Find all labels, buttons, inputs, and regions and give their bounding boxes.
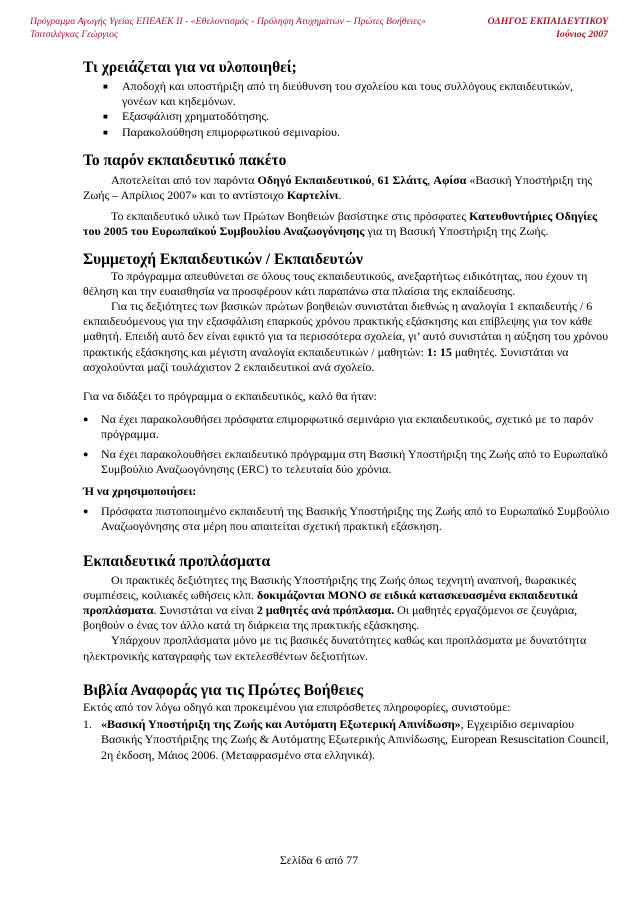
section-heading-manikins: Εκπαιδευτικά προπλάσματα xyxy=(83,552,271,570)
page-number: Σελίδα 6 από 77 xyxy=(279,853,359,867)
list-item: ■ Αποδοχή και υποστήριξη από τη διεύθυνση του σχολείου και τους συλλόγους εκπαιδευτικών, γονέων και κηδεμόνων. xyxy=(122,79,610,109)
header-guide-title: ΟΔΗΓΟΣ ΕΚΠΑΙΔΕΥΤΙΚΟΥ xyxy=(487,16,608,27)
page-content xyxy=(83,58,610,763)
teacher-requirements-intro: Για να διδάξει το πρόγραμμα ο εκπαιδευτικός, καλό θα ήταν: xyxy=(83,389,377,404)
section-heading-requirements: Τι χρειάζεται για να υλοποιηθεί; xyxy=(83,59,297,76)
section-heading-participation: Συμμετοχή Εκπαιδευτικών / Εκπαιδευτών xyxy=(83,250,363,268)
teacher-requirements-list xyxy=(83,412,610,477)
section-heading-references: Βιβλία Αναφοράς για τις Πρώτες Βοήθειες xyxy=(83,681,364,699)
package-paragraph: Αποτελείται από τον παρόντα Οδηγό Εκπαιδευτικού, 61 Σλάιτς, Αφίσα «Βασική Υποστήριξη της Ζωής – Απρίλιος 2007» και το αντίστοιχο Καρτελίνι. xyxy=(83,172,593,203)
participation-paragraph: Το πρόγραμμα απευθύνεται σε όλους τους εκπαιδευτικούς, ανεξαρτήτως ειδικότητας, που έχουν τη θέληση και την ευαισθησία να προσφέρουν κάτι παραπάνω στα πλαίσια της εκπαίδευσης. xyxy=(83,268,588,298)
list-item: ● Να έχει παρακολουθήσει εκπαιδευτικό πρόγραμμα στη Βασική Υποστήριξη της Ζωής από το Ευρωπαϊκό Συμβούλιο Αναζωογόνησης (ERC) το τελευταία δύο χρόνια. xyxy=(101,447,610,477)
references-list xyxy=(83,717,610,763)
header-author: Τσιτσιλέγκας Γεώργιος xyxy=(30,29,118,40)
ratio-paragraph: Για τις δεξιότητες των βασικών πρώτων βοηθειών συνιστάται διεθνώς η αναλογία 1 εκπαιδευτής / 6 εκπαιδευόμενους για την εξασφάλιση επαρκούς χρόνου πρακτικής εξάσκησης και επίβλεψης για τον κάθε μαθητή. Επειδή αυτό δεν είναι εφικτό για τα περισσότερα σχολεία, γι’ αυτό συνιστάται η αύξηση του χρόνου πρακτικής εξάσκησης και μέγιστη αναλογία εκπαιδευτικών / μαθητών: 1: 15 μαθητές. Συνιστάται να ασχολούνται μαζί τουλάχιστον 2 εκπαιδευτικοί ανά σχολείο. xyxy=(83,299,609,374)
alternative-list xyxy=(83,504,610,534)
alternative-label: Ή να χρησιμοποιήσει: xyxy=(83,484,197,499)
list-item: ● Πρόσφατα πιστοποιημένο εκπαιδευτή της Βασικής Υποστήριξης της Ζωής από το Ευρωπαϊκό Συμβούλιο Αναζωογόνησης στα μέρη που απαιτείται σχετική πρακτική εξάσκηση. xyxy=(101,504,610,534)
header-program-title: Πρόγραμμα Αγωγής Υγείας ΕΠΕΑΕΚ ΙΙ - «Εθελοντισμός - Πρόληψη Ατυχημάτων – Πρώτες Βοήθειες» xyxy=(30,16,426,27)
page-header xyxy=(30,15,608,41)
header-date: Ιούνιος 2007 xyxy=(556,29,608,40)
manikins-paragraph: Οι πρακτικές δεξιότητες της Βασικής Υποστήριξης της Ζωής όπως τεχνητή αναπνοή, θωρακικές συμπιέσεις, κοιλιακές ωθήσεις κλπ. δοκιμάζονται ΜΟΝΟ σε ειδικά κατασκευασμένα εκπαιδευτικά προπλάσματα. Συνιστάται να είναι 2 μαθητές ανά πρόπλασμα. Οι μαθητές εργαζόμενοι σε ζευγάρια, βοηθούν ο ένας τον άλλο κατά τη διάρκεια της πρακτικής εξάσκησης. xyxy=(83,572,578,633)
list-item: ■ Εξασφάλιση χρηματοδότησης. xyxy=(122,109,610,124)
list-item: ■ Παρακολούθηση επιμορφωτικού σεμιναρίου. xyxy=(122,125,610,140)
manikins-types-paragraph: Υπάρχουν προπλάσματα μόνο με τις βασικές δυνατότητες καθώς και προπλάσματα με δυνατότητα ηλεκτρονικής καταγραφής των εκτελεσθέντων δεξιοτήτων. xyxy=(83,633,587,663)
guidelines-paragraph: Το εκπαιδευτικό υλικό των Πρώτων Βοηθειών βασίστηκε στις πρόσφατες Κατευθυντήριες Οδηγίες του 2005 του Ευρωπαϊκού Συμβουλίου Αναζωογόνησης για τη Βασική Υποστήριξη της Ζωής. xyxy=(83,209,598,239)
references-intro: Εκτός από τον λόγω οδηγό και προκειμένου για επιπρόσθετες πληροφορίες, συνιστούμε: xyxy=(83,699,511,714)
list-item: ● Να έχει παρακολουθήσει πρόσφατα επιμορφωτικό σεμινάριο για εκπαιδευτικούς, σχετικό με το παρόν πρόγραμμα. xyxy=(101,412,610,442)
requirements-list xyxy=(83,79,610,140)
list-item: 1. «Βασική Υποστήριξη της Ζωής και Αυτόματη Εξωτερική Απινίδωση», Εγχειρίδιο σεμιναρίου Βασικής Υποστήριξης της Ζωής & Αυτόματης Εξωτερικής Απινίδωσης, European Resuscitation Council, 2η έκδοση, Μάιος 2006. (Μεταφρασμένο στα ελληνικά). xyxy=(83,717,609,762)
section-heading-package: Το παρόν εκπαιδευτικό πακέτο xyxy=(83,151,287,169)
